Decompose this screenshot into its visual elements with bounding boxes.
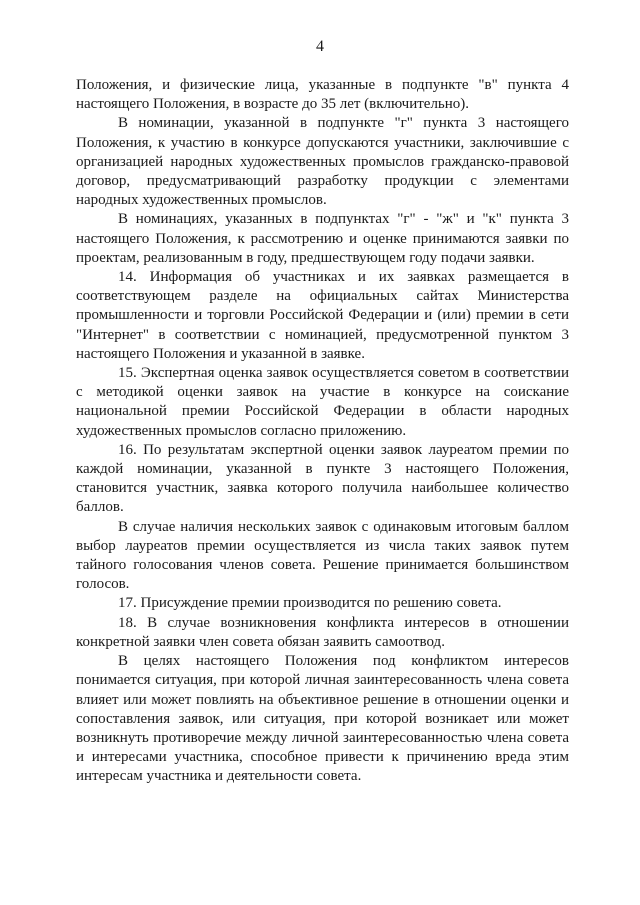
paragraph: 16. По результатам экспертной оценки заявок лауреатом премии по каждой номинации, указанной в пункте 3 настоящего Положения, становится участник, заявка которого получила наибольшее количество баллов. — [76, 441, 569, 516]
paragraph: 14. Информация об участниках и их заявках размещается в соответствующем разделе на официальных сайтах Министерства промышленности и торговли Российской Федерации и (или) премии в сети "Интернет" в соответствии с номинацией, предусмотренной пунктом 3 настоящего Положения и указанной в заявке. — [76, 269, 569, 362]
paragraph: В номинации, указанной в подпункте "г" пункта 3 настоящего Положения, к участию в конкурсе допускаются участники, заключившие с организацией народных художественных промыслов гражданско-правовой договор, предусматривающий разработку продукции с элементами народных художественных промыслов. — [76, 115, 569, 209]
paragraph: В случае наличия нескольких заявок с одинаковым итоговым баллом выбор лауреатов премии осуществляется из числа таких заявок путем тайного голосования членов совета. Решение принимается большинством голосов. — [76, 518, 569, 593]
paragraph: 15. Экспертная оценка заявок осуществляется советом в соответствии с методикой оценки заявок на участие в конкурсе на соискание национальной премии Российской Федерации в области народных художественных промыслов согласно приложению. — [76, 365, 569, 439]
paragraph: В целях настоящего Положения под конфликтом интересов понимается ситуация, при которой личная заинтересованность члена совета влияет или может повлиять на объективное решение в отношении оценки и сопоставления заявок, или ситуация, при которой возникает или может возникнуть противоречие между личной заинтересованностью члена совета и интересами участника, способное привести к причинению вреда этим интересам участника и деятельности совета. — [76, 653, 569, 785]
paragraph: 18. В случае возникновения конфликта интересов в отношении конкретной заявки член совета обязан заявить самоотвод. — [76, 614, 569, 650]
paragraph: 17. Присуждение премии производится по решению совета. — [118, 595, 502, 612]
paragraph: Положения, и физические лица, указанные в подпункте "в" пункта 4 настоящего Положения, в возрасте до 35 лет (включительно). — [76, 77, 569, 113]
document-body — [76, 76, 569, 787]
page-number: 4 — [316, 38, 324, 55]
paragraph: В номинациях, указанных в подпунктах "г" - "ж" и "к" пункта 3 настоящего Положения, к рассмотрению и оценке принимаются заявки по проектам, реализованным в году, предшествующем году подачи заявки. — [76, 211, 569, 266]
